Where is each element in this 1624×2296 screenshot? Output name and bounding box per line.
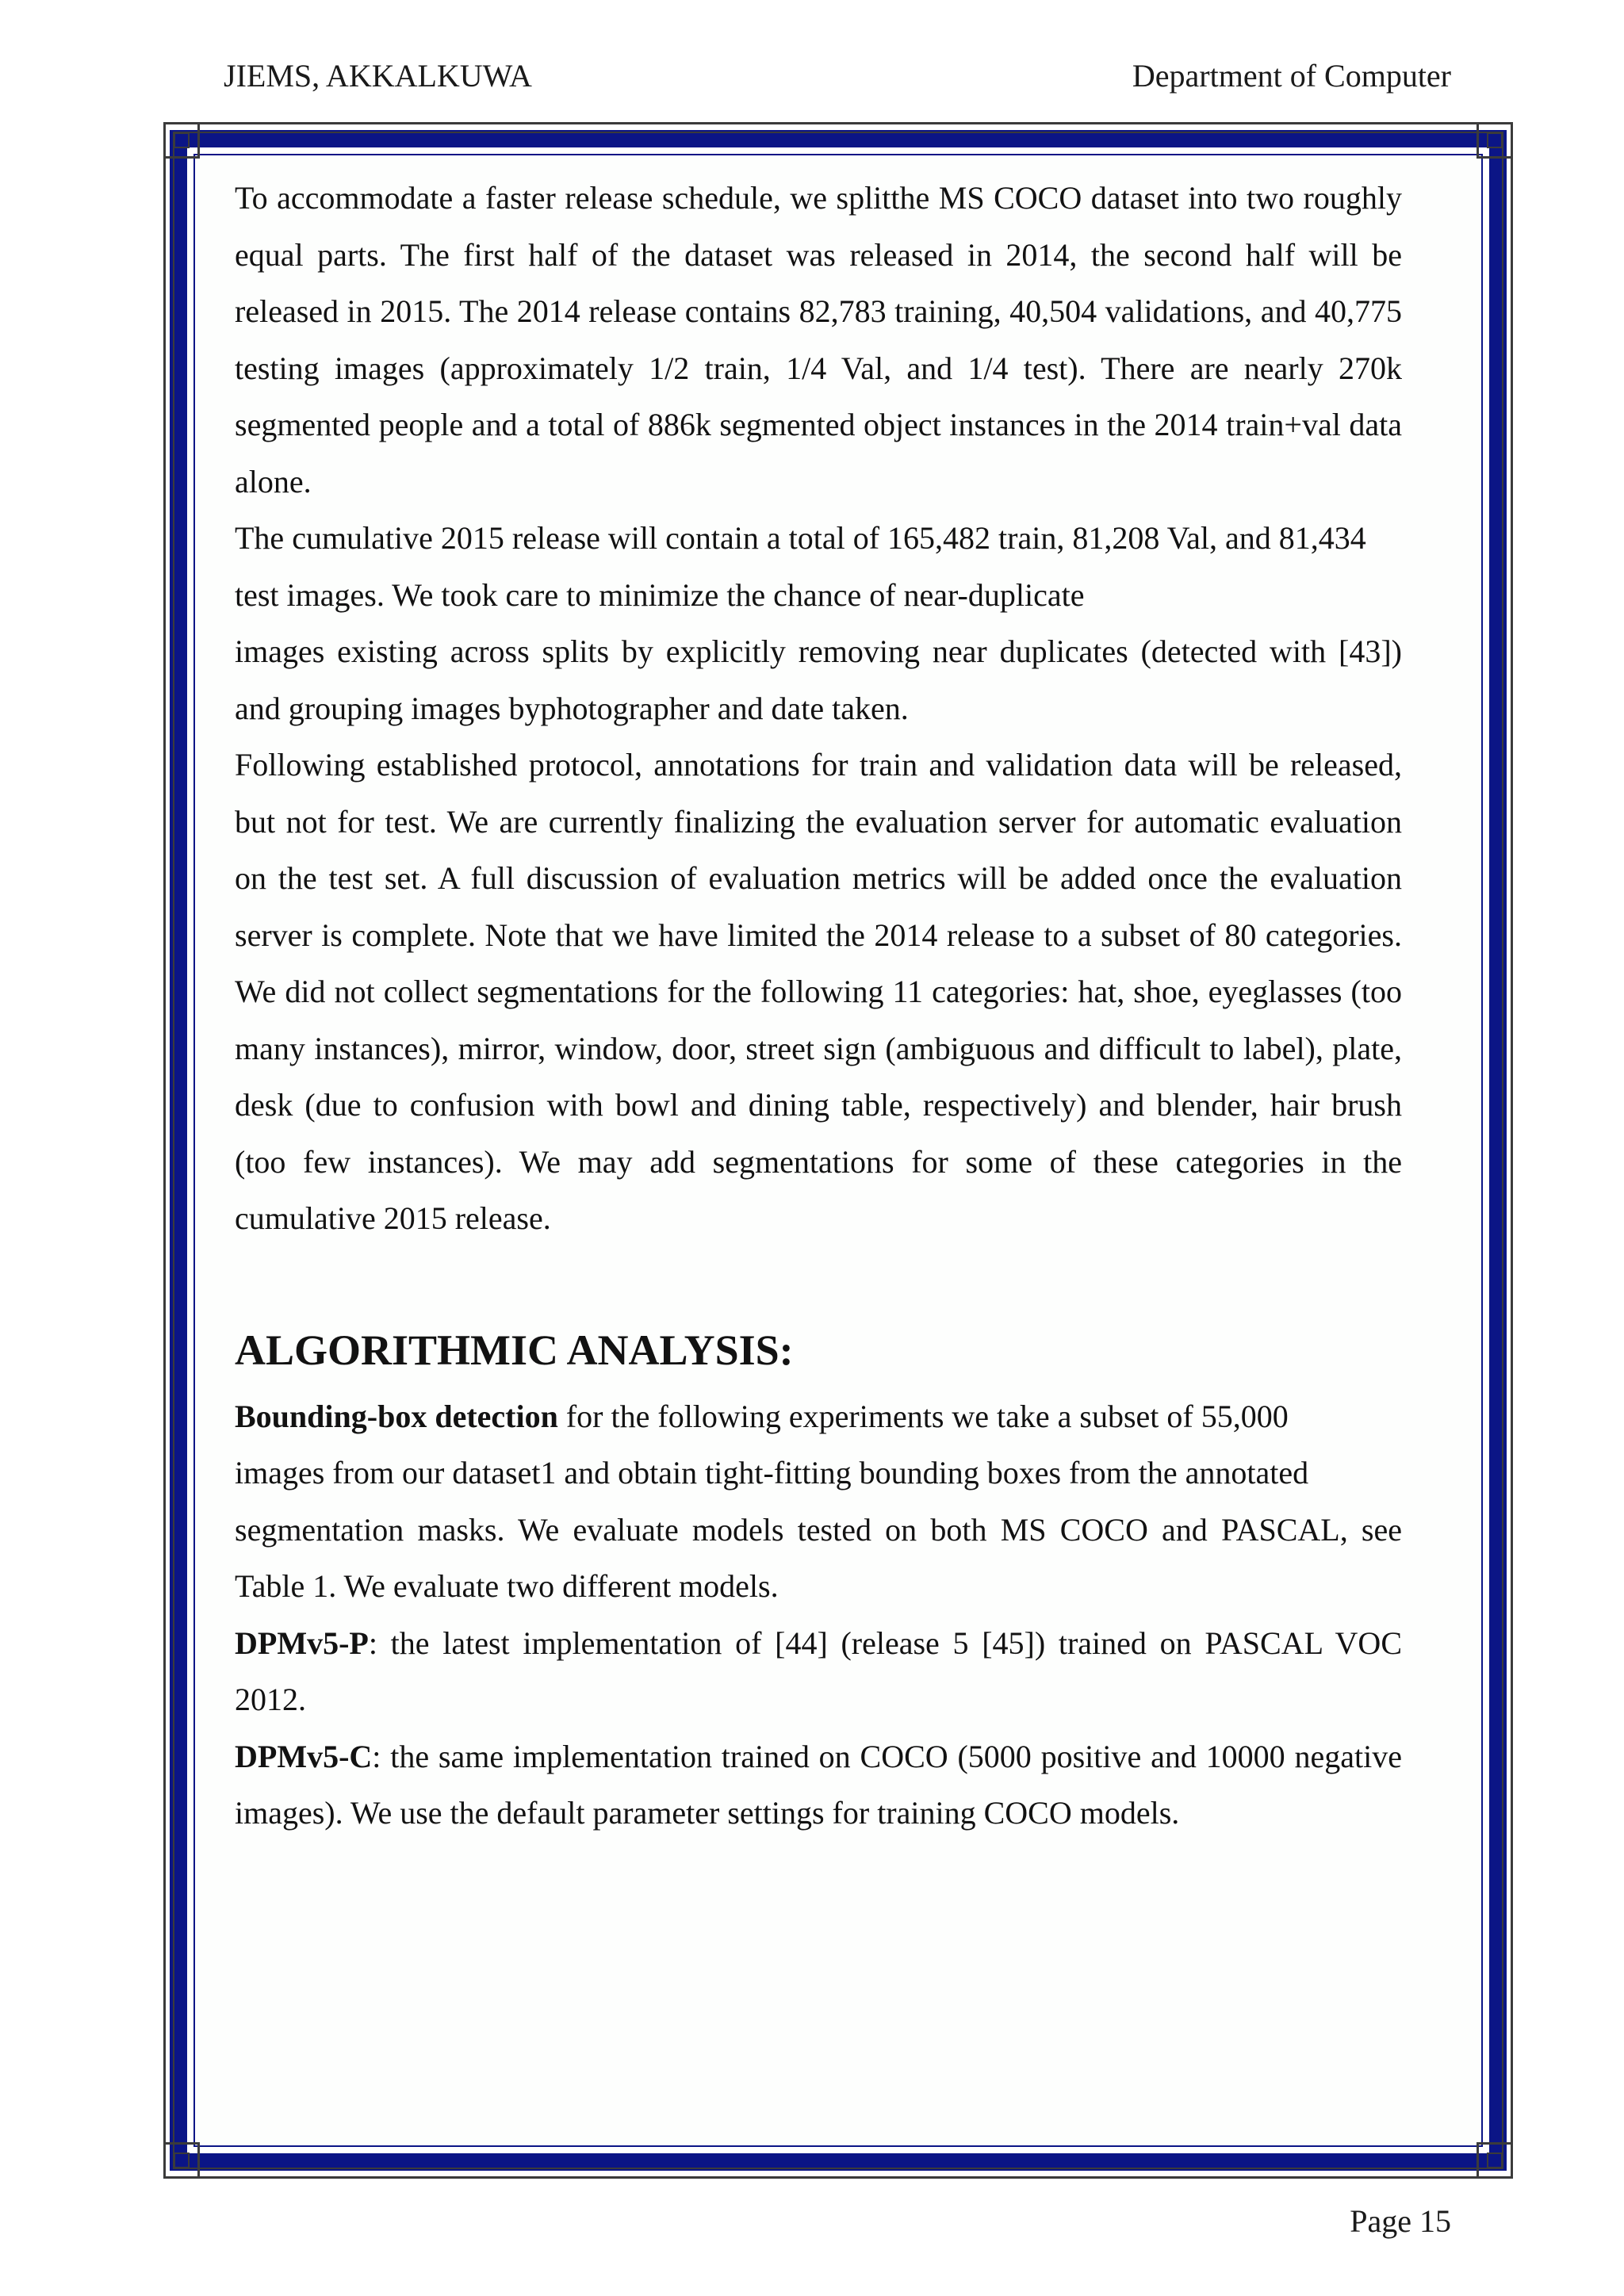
paragraph-bbox-detection-cont2: segmentation masks. We evaluate models tested on both MS COCO and PASCAL, see Table 1. We evaluate two different models. xyxy=(235,1511,1402,1604)
header-institution: JIEMS, AKKALKUWA xyxy=(224,58,532,94)
paragraph-cumulative-release: The cumulative 2015 release will contain a total of 165,482 train, 81,208 Val, and 81,434 test images. We took care to minimize the chance of near-duplicate xyxy=(235,520,1366,613)
bbox-detection-text: for the following experiments we take a subset of 55,000 xyxy=(557,1398,1289,1434)
border-corner-ornament xyxy=(163,122,200,159)
paragraph-near-duplicates: images existing across splits by explicitly removing near duplicates (detected with [43]) and grouping images byphotographer and date taken. xyxy=(235,633,1402,726)
paragraph-release-schedule: To accommodate a faster release schedule, we splitthe MS COCO dataset into two roughly equal parts. The first half of the dataset was released in 2014, the second half will be released in 2015. The 2014 release contains 82,783 training, 40,504 validations, and 40,775 testing images (approximately 1/2 train, 1/4 Val, and 1/4 test). There are nearly 270k segmented people and a total of 886k segmented object instances in the 2014 train+val data alone. xyxy=(235,180,1402,499)
paragraph-dpmv5-c xyxy=(235,1728,1402,1842)
paragraph-dpmv5-p xyxy=(235,1615,1402,1728)
paragraph-bbox-detection xyxy=(235,1388,1402,1445)
page-number: Page 15 xyxy=(1350,2203,1451,2239)
dpmv5-c-text: : the same implementation trained on COCO (5000 positive and 10000 negative images). We use the default parameter settings for training COCO models. xyxy=(235,1738,1402,1831)
border-corner-ornament xyxy=(1477,122,1513,159)
dpmv5-p-text: : the latest implementation of [44] (release 5 [45]) trained on PASCAL VOC 2012. xyxy=(235,1624,1402,1717)
term-bounding-box-detection: Bounding-box detection xyxy=(235,1398,558,1434)
border-corner-ornament xyxy=(163,2142,200,2179)
page-body xyxy=(235,170,1402,1842)
term-dpmv5-p: DPMv5-P xyxy=(235,1624,369,1661)
section-heading: ALGORITHMIC ANALYSIS: xyxy=(235,1326,794,1374)
term-dpmv5-c: DPMv5-C xyxy=(235,1738,373,1774)
paragraph-bbox-detection-cont: images from our dataset1 and obtain tight-fitting bounding boxes from the annotated xyxy=(235,1455,1309,1490)
paragraph-annotations-protocol: Following established protocol, annotations for train and validation data will be released, but not for test. We are currently finalizing the evaluation server for automatic evaluation on the test set. A full discussion of evaluation metrics will be added once the evaluation server is complete. Note that we have limited the 2014 release to a subset of 80 categories. We did not collect segmentations for the following 11 categories: hat, shoe, eyeglasses (too many instances), mirror, window, door, street sign (ambiguous and difficult to label), plate, desk (due to confusion with bowl and dining table, respectively) and blender, hair brush (too few instances). We may add segmentations for some of these categories in the cumulative 2015 release. xyxy=(235,747,1402,1236)
header-department: Department of Computer xyxy=(1132,58,1451,94)
border-corner-ornament xyxy=(1477,2142,1513,2179)
